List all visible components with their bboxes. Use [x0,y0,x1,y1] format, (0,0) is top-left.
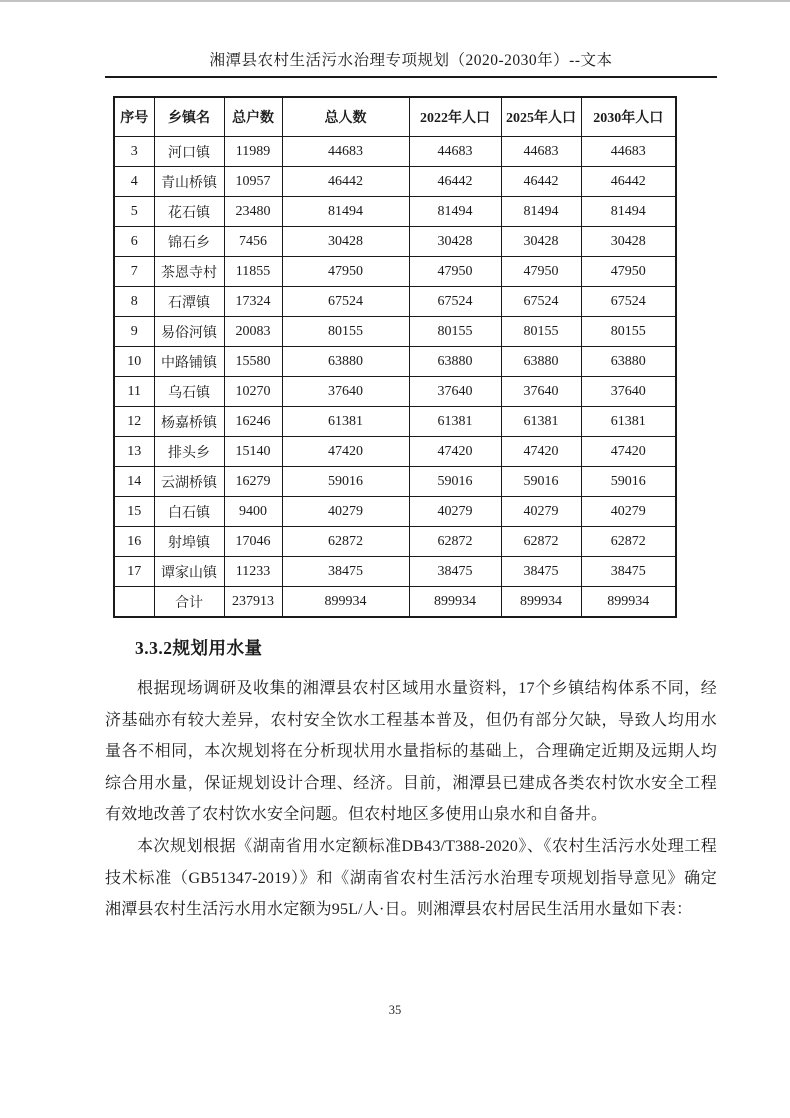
table-cell: 80155 [501,317,581,347]
table-cell: 40279 [581,497,676,527]
table-cell: 237913 [224,587,282,618]
table-row [114,257,676,287]
table-cell: 44683 [282,137,409,167]
table-row [114,167,676,197]
table-cell: 38475 [282,557,409,587]
table-cell: 合计 [154,587,224,618]
table-cell: 16279 [224,467,282,497]
table-cell: 40279 [282,497,409,527]
table-cell: 排头乡 [154,437,224,467]
page-number: 35 [388,1003,402,1017]
table-cell: 11 [114,377,154,407]
table-cell: 11989 [224,137,282,167]
table-cell: 10270 [224,377,282,407]
table-cell: 15140 [224,437,282,467]
table-cell: 899934 [282,587,409,618]
table-row [114,197,676,227]
table-cell: 青山桥镇 [154,167,224,197]
table-cell: 13 [114,437,154,467]
table-cell: 11233 [224,557,282,587]
table-cell: 30428 [501,227,581,257]
table-cell: 16246 [224,407,282,437]
table-cell [114,587,154,618]
table-cell: 杨嘉桥镇 [154,407,224,437]
table-cell: 6 [114,227,154,257]
table-header-cell: 2030年人口 [581,97,676,137]
table-row [114,437,676,467]
table-cell: 46442 [282,167,409,197]
table-header-cell: 2025年人口 [501,97,581,137]
table-row [114,587,676,618]
table-cell: 899934 [501,587,581,618]
table-cell: 10 [114,347,154,377]
table-cell: 59016 [409,467,501,497]
table-cell: 47420 [581,437,676,467]
document-header-title: 湘潭县农村生活污水治理专项规划（2020-2030年）--文本 [105,48,717,78]
table-cell: 47420 [501,437,581,467]
table-cell: 30428 [581,227,676,257]
table-cell: 乌石镇 [154,377,224,407]
table-row [114,407,676,437]
table-cell: 80155 [409,317,501,347]
table-cell: 37640 [409,377,501,407]
table-cell: 62872 [409,527,501,557]
table-cell: 射埠镇 [154,527,224,557]
table-cell: 67524 [282,287,409,317]
table-cell: 46442 [501,167,581,197]
table-cell: 37640 [282,377,409,407]
table-cell: 河口镇 [154,137,224,167]
table-cell: 花石镇 [154,197,224,227]
table-cell: 7 [114,257,154,287]
table-cell: 46442 [581,167,676,197]
table-cell: 59016 [501,467,581,497]
table-cell: 38475 [501,557,581,587]
table-cell: 石潭镇 [154,287,224,317]
table-cell: 9 [114,317,154,347]
table-cell: 40279 [501,497,581,527]
table-cell: 61381 [282,407,409,437]
table-cell: 20083 [224,317,282,347]
table-cell: 38475 [581,557,676,587]
table-row [114,137,676,167]
table-cell: 9400 [224,497,282,527]
table-cell: 7456 [224,227,282,257]
table-cell: 云湖桥镇 [154,467,224,497]
table-cell: 易俗河镇 [154,317,224,347]
table-cell: 47950 [409,257,501,287]
table-header-cell: 总户数 [224,97,282,137]
table-cell: 47950 [501,257,581,287]
table-cell: 37640 [581,377,676,407]
table-cell: 63880 [282,347,409,377]
table-cell: 80155 [282,317,409,347]
table-header-cell: 序号 [114,97,154,137]
table-cell: 16 [114,527,154,557]
table-cell: 63880 [501,347,581,377]
table-cell: 81494 [581,197,676,227]
table-cell: 81494 [282,197,409,227]
table-cell: 47420 [282,437,409,467]
table-cell: 899934 [581,587,676,618]
table-cell: 17324 [224,287,282,317]
table-cell: 12 [114,407,154,437]
table-cell: 中路铺镇 [154,347,224,377]
table-cell: 锦石乡 [154,227,224,257]
table-cell: 81494 [409,197,501,227]
table-cell: 白石镇 [154,497,224,527]
table-row [114,317,676,347]
paragraph: 根据现场调研及收集的湘潭县农村区域用水量资料，17个乡镇结构体系不同，经济基础亦有较大差异，农村安全饮水工程基本普及，但仍有部分欠缺，导致人均用水量各不相同，本次规划将在分析现状用水量指标的基础上，合理确定近期及远期人均综合用水量，保证规划设计合理、经济。目前，湘潭县已建成各类农村饮水安全工程有效地改善了农村饮水安全问题。但农村地区多使用山泉水和自备井。 [105,680,717,824]
table-row [114,227,676,257]
table-cell: 61381 [501,407,581,437]
table-cell: 8 [114,287,154,317]
table-cell: 81494 [501,197,581,227]
table-cell: 15580 [224,347,282,377]
table-cell: 11855 [224,257,282,287]
table-cell: 4 [114,167,154,197]
table-body [114,137,676,618]
paragraph: 本次规划根据《湖南省用水定额标准DB43/T388-2020》、《农村生活污水处理工程技术标准（GB51347-2019）》和《湖南省农村生活污水治理专项规划指导意见》确定湘潭县农村生活污水用水定额为95L/人·日。则湘潭县农村居民生活用水量如下表： [105,837,717,919]
table-cell: 67524 [409,287,501,317]
table-cell: 17 [114,557,154,587]
table-cell: 67524 [501,287,581,317]
table-cell: 14 [114,467,154,497]
table-cell: 47420 [409,437,501,467]
body-paragraphs [105,673,717,926]
table-cell: 17046 [224,527,282,557]
table-cell: 44683 [501,137,581,167]
table-cell: 63880 [581,347,676,377]
table-row [114,377,676,407]
table-cell: 30428 [282,227,409,257]
table-cell: 30428 [409,227,501,257]
table-cell: 40279 [409,497,501,527]
table-cell: 47950 [581,257,676,287]
table-cell: 10957 [224,167,282,197]
table-cell: 61381 [581,407,676,437]
table-cell: 37640 [501,377,581,407]
table-row [114,497,676,527]
table-header-row [114,97,676,137]
table-cell: 15 [114,497,154,527]
table-cell: 61381 [409,407,501,437]
table-cell: 59016 [282,467,409,497]
table-cell: 67524 [581,287,676,317]
table-cell: 23480 [224,197,282,227]
table-row [114,287,676,317]
table-row [114,527,676,557]
table-header-cell: 总人数 [282,97,409,137]
table-header-cell: 乡镇名 [154,97,224,137]
table-cell: 63880 [409,347,501,377]
table-cell: 62872 [581,527,676,557]
table-cell: 62872 [282,527,409,557]
table-cell: 3 [114,137,154,167]
table-cell: 38475 [409,557,501,587]
table-cell: 47950 [282,257,409,287]
table-row [114,557,676,587]
table-cell: 茶恩寺村 [154,257,224,287]
table-header-cell: 2022年人口 [409,97,501,137]
table-cell: 46442 [409,167,501,197]
table-cell: 59016 [581,467,676,497]
table-row [114,467,676,497]
table-row [114,347,676,377]
section-heading: 3.3.2规划用水量 [135,638,263,658]
table-cell: 谭家山镇 [154,557,224,587]
population-table [113,96,677,618]
table-cell: 80155 [581,317,676,347]
table-cell: 44683 [409,137,501,167]
table-cell: 44683 [581,137,676,167]
table-cell: 5 [114,197,154,227]
table-cell: 899934 [409,587,501,618]
scan-edge-artifact [0,0,790,2]
table-cell: 62872 [501,527,581,557]
